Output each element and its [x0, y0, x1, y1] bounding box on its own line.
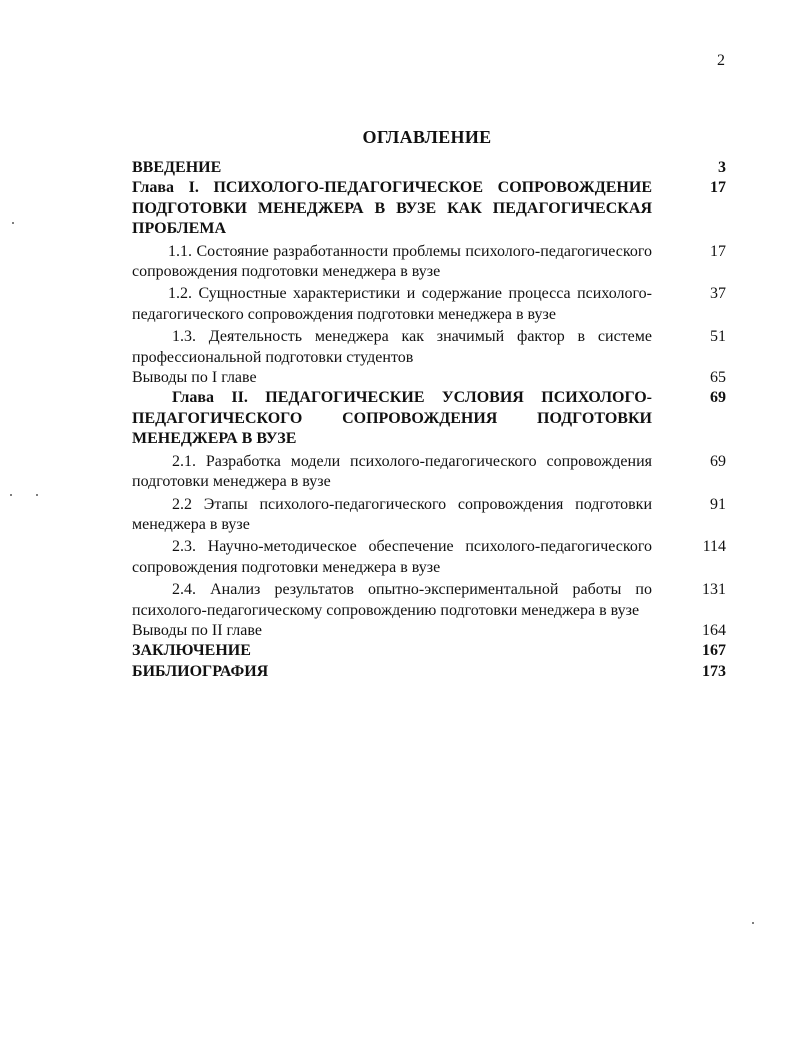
- toc-entry-section-2-4: [132, 580, 726, 621]
- toc-entry-page: 164: [702, 621, 726, 639]
- toc-entry-conclusions-2: [132, 621, 726, 641]
- toc-entry-section-1-2: [132, 284, 726, 325]
- toc-entry-text: Выводы по I главе: [132, 369, 257, 387]
- toc-entry-text: 2.1. Разработка модели психолого-педагогического сопровождения подготовки менеджера в вузе: [132, 452, 652, 491]
- toc-entry-text: ЗАКЛЮЧЕНИЕ: [132, 642, 251, 660]
- toc-entry-page: 65: [710, 369, 726, 387]
- page-number: 2: [717, 52, 725, 69]
- toc-entry-text: 2.3. Научно-методическое обеспечение психолого-педагогического сопровождения подготовки менеджера в вузе: [132, 538, 652, 576]
- toc-entry-text: ВВЕДЕНИЕ: [132, 159, 222, 176]
- toc-entry-chapter-1: [132, 178, 726, 239]
- toc-entry-text: 1.2. Сущностные характеристики и содержание процесса психолого-педагогического сопровождения подготовки менеджера в вузе: [132, 285, 652, 323]
- toc-entry-section-2-3: [132, 537, 726, 578]
- toc-entry-text: Выводы по II главе: [132, 621, 262, 639]
- toc-entry-introduction: [132, 158, 726, 178]
- toc-entry-page: 17: [710, 179, 726, 197]
- toc-entry-section-2-2: [132, 495, 726, 536]
- toc-entry-page: 17: [710, 242, 726, 260]
- toc-entry-chapter-2: [132, 388, 726, 449]
- toc-entry-section-1-1: [132, 242, 726, 283]
- toc-entry-page: 37: [710, 285, 726, 303]
- toc-entry-page: 91: [710, 495, 726, 513]
- toc-entry-text: 2.2 Этапы психолого-педагогического сопровождения подготовки менеджера в вузе: [132, 495, 652, 533]
- scan-speck: [752, 922, 754, 924]
- toc-entry-text: Глава I. ПСИХОЛОГО-ПЕДАГОГИЧЕСКОЕ СОПРОВОЖДЕНИЕ ПОДГОТОВКИ МЕНЕДЖЕРА В ВУЗЕ КАК ПЕДАГОГИЧЕСКАЯ ПРОБЛЕМА: [132, 179, 652, 238]
- toc-entry-page: 131: [702, 581, 726, 599]
- scan-speck: [12, 222, 14, 224]
- toc-entry-conclusions-1: [132, 368, 726, 388]
- toc-entry-page: 69: [710, 452, 726, 470]
- toc-title: ОГЛАВЛЕНИЕ: [362, 127, 492, 147]
- toc-entry-section-1-3: [132, 327, 726, 368]
- toc-entry-page: 114: [702, 538, 726, 556]
- toc-entry-text: 2.4. Анализ результатов опытно-экспериментальной работы по психолого-педагогическому сопровождению подготовки менеджера в вузе: [132, 581, 652, 619]
- toc-entry-bibliography: [132, 662, 726, 682]
- toc-entry-page: 69: [710, 389, 726, 407]
- toc-entry-text: БИБЛИОГРАФИЯ: [132, 662, 269, 680]
- scan-speck: [10, 494, 12, 496]
- toc-entry-page: 167: [702, 642, 726, 660]
- toc-entry-section-2-1: [132, 452, 726, 493]
- toc-entry-page: 51: [710, 328, 726, 346]
- table-of-contents: [132, 158, 726, 682]
- toc-entry-text: Глава II. ПЕДАГОГИЧЕСКИЕ УСЛОВИЯ ПСИХОЛОГО-ПЕДАГОГИЧЕСКОГО СОПРОВОЖДЕНИЯ ПОДГОТОВКИ МЕНЕДЖЕРА В ВУЗЕ: [132, 389, 652, 448]
- toc-entry-text: 1.3. Деятельность менеджера как значимый фактор в системе профессиональной подготовки студентов: [132, 328, 652, 366]
- scan-speck: [36, 494, 38, 496]
- toc-entry-conclusion: [132, 641, 726, 661]
- toc-entry-text: 1.1. Состояние разработанности проблемы психолого-педагогического сопровождения подготовки менеджера в вузе: [132, 242, 652, 281]
- toc-entry-page: 3: [718, 159, 726, 176]
- toc-entry-page: 173: [702, 662, 726, 680]
